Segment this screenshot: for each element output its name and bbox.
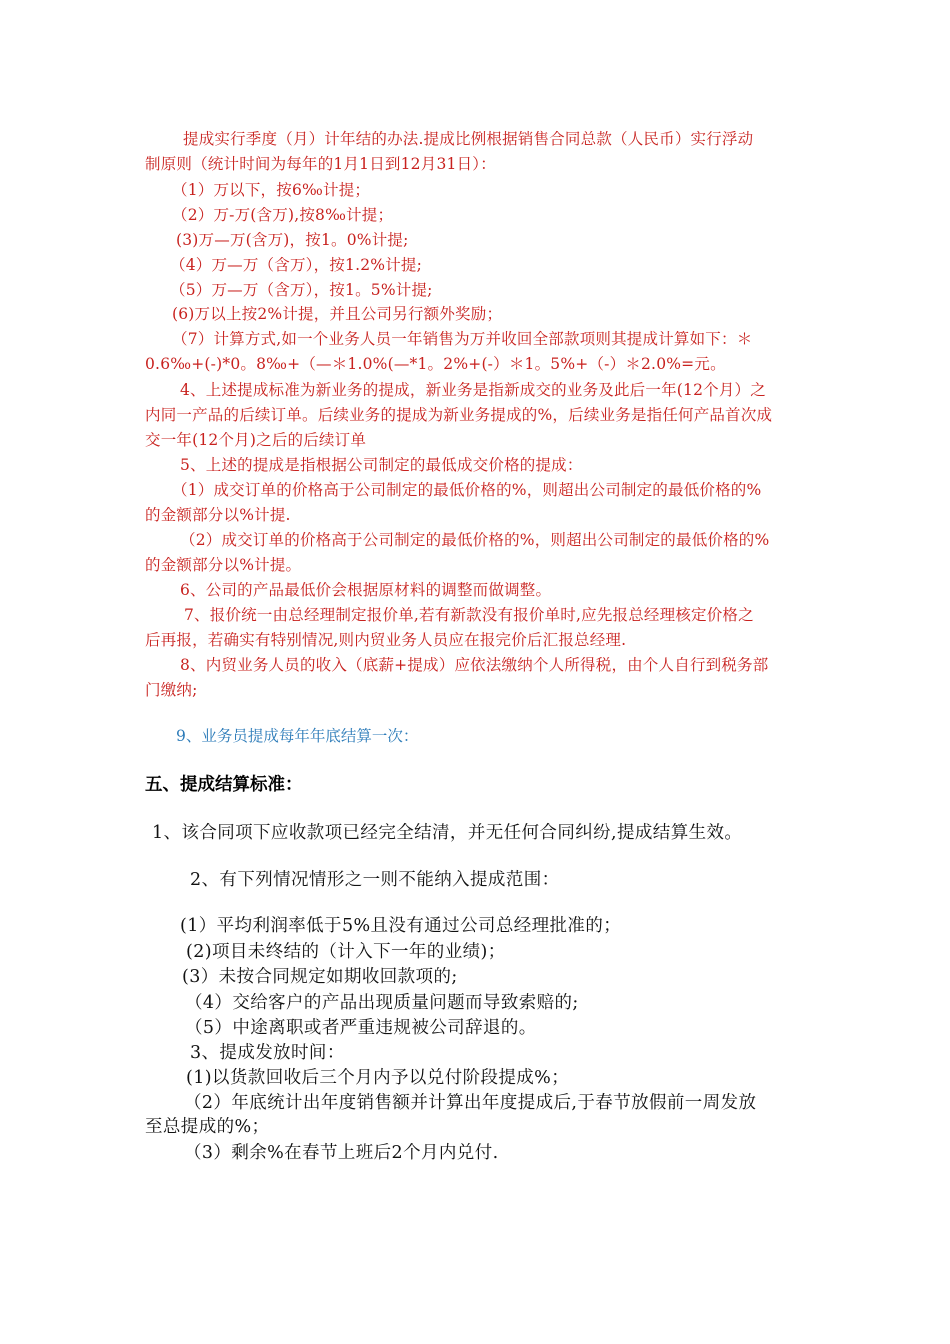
para-5b-line-2: 的金额部分以%计提。 bbox=[145, 556, 302, 574]
calc-line-1: （7）计算方式,如一个业务人员一年销售为万并收回全部款项则其提成计算如下：＊ bbox=[172, 330, 753, 348]
s5-pay-2-line-1: （2）年底统计出年度销售额并计算出年度提成后,于春节放假前一周发放 bbox=[184, 1093, 757, 1113]
s5-item-1: 1、该合同项下应收款项已经完全结清，并无任何合同纠纷,提成结算生效。 bbox=[152, 823, 743, 843]
section-5-heading: 五、提成结算标准： bbox=[145, 775, 303, 795]
s5-item-3: 3、提成发放时间： bbox=[190, 1043, 345, 1063]
para-6: 6、公司的产品最低价会根据原材料的调整而做调整。 bbox=[180, 581, 552, 599]
para-4-line-3: 交一年(12个月)之后的后续订单 bbox=[145, 431, 367, 449]
rate-item-6: (6)万以上按2%计提，并且公司另行额外奖励； bbox=[172, 305, 503, 323]
rate-item-1: （1）万以下，按6‰计提； bbox=[172, 181, 371, 199]
s5-sub-4: （4）交给客户的产品出现质量问题而导致索赔的; bbox=[185, 993, 579, 1013]
calc-line-2: 0.6‰+(-)*0。8‰+（—＊1.0%(—*1。2%+(-）＊1。5%+（-）＊2.0%=元。 bbox=[145, 355, 726, 373]
settlement-note: 9、业务员提成每年年底结算一次： bbox=[176, 727, 419, 745]
rate-item-4: （4）万—万（含万），按1.2%计提; bbox=[170, 256, 423, 274]
para-8-line-2: 门缴纳; bbox=[145, 681, 198, 699]
s5-pay-1: (1)以货款回收后三个月内予以兑付阶段提成%； bbox=[186, 1068, 570, 1088]
s5-sub-2: (2)项目未终结的（计入下一年的业绩)； bbox=[186, 942, 506, 962]
para-7-line-1: 7、报价统一由总经理制定报价单,若有新款没有报价单时,应先报总经理核定价格之 bbox=[184, 606, 754, 624]
para-5: 5、上述的提成是指根据公司制定的最低成交价格的提成： bbox=[180, 456, 583, 474]
intro-line-1: 提成实行季度（月）计年结的办法.提成比例根据销售合同总款（人民币）实行浮动 bbox=[183, 130, 754, 148]
s5-sub-1: (1）平均利润率低于5%且没有通过公司总经理批准的； bbox=[180, 916, 622, 936]
s5-sub-5: （5）中途离职或者严重违规被公司辞退的。 bbox=[185, 1018, 537, 1038]
intro-line-2: 制原则（统计时间为每年的1月1日到12月31日）： bbox=[145, 155, 496, 173]
s5-pay-2-line-2: 至总提成的%； bbox=[145, 1117, 270, 1137]
s5-pay-3: （3）剩余%在春节上班后2个月内兑付. bbox=[184, 1143, 499, 1163]
rate-item-3: (3)万—万(含万)，按1。0%计提; bbox=[176, 231, 409, 249]
rate-item-2: （2）万-万(含万),按8‰计提； bbox=[172, 206, 394, 224]
para-5a-line-2: 的金额部分以%计提. bbox=[145, 506, 291, 524]
s5-sub-3: (3）未按合同规定如期收回款项的; bbox=[182, 967, 458, 987]
para-7-line-2: 后再报，若确实有特别情况,则内贸业务人员应在报完价后汇报总经理. bbox=[145, 631, 627, 649]
rate-item-5: （5）万—万（含万），按1。5%计提; bbox=[170, 281, 433, 299]
para-5a-line-1: （1）成交订单的价格高于公司制定的最低价格的%，则超出公司制定的最低价格的% bbox=[172, 481, 762, 499]
para-4-line-1: 4、上述提成标准为新业务的提成，新业务是指新成交的业务及此后一年(12个月）之 bbox=[180, 381, 766, 399]
para-4-line-2: 内同一产品的后续订单。后续业务的提成为新业务提成的%，后续业务是指任何产品首次成 bbox=[145, 406, 773, 424]
para-5b-line-1: （2）成交订单的价格高于公司制定的最低价格的%，则超出公司制定的最低价格的% bbox=[180, 531, 770, 549]
s5-item-2: 2、有下列情况情形之一则不能纳入提成范围： bbox=[190, 870, 560, 890]
para-8-line-1: 8、内贸业务人员的收入（底薪+提成）应依法缴纳个人所得税，由个人自行到税务部 bbox=[180, 656, 769, 674]
